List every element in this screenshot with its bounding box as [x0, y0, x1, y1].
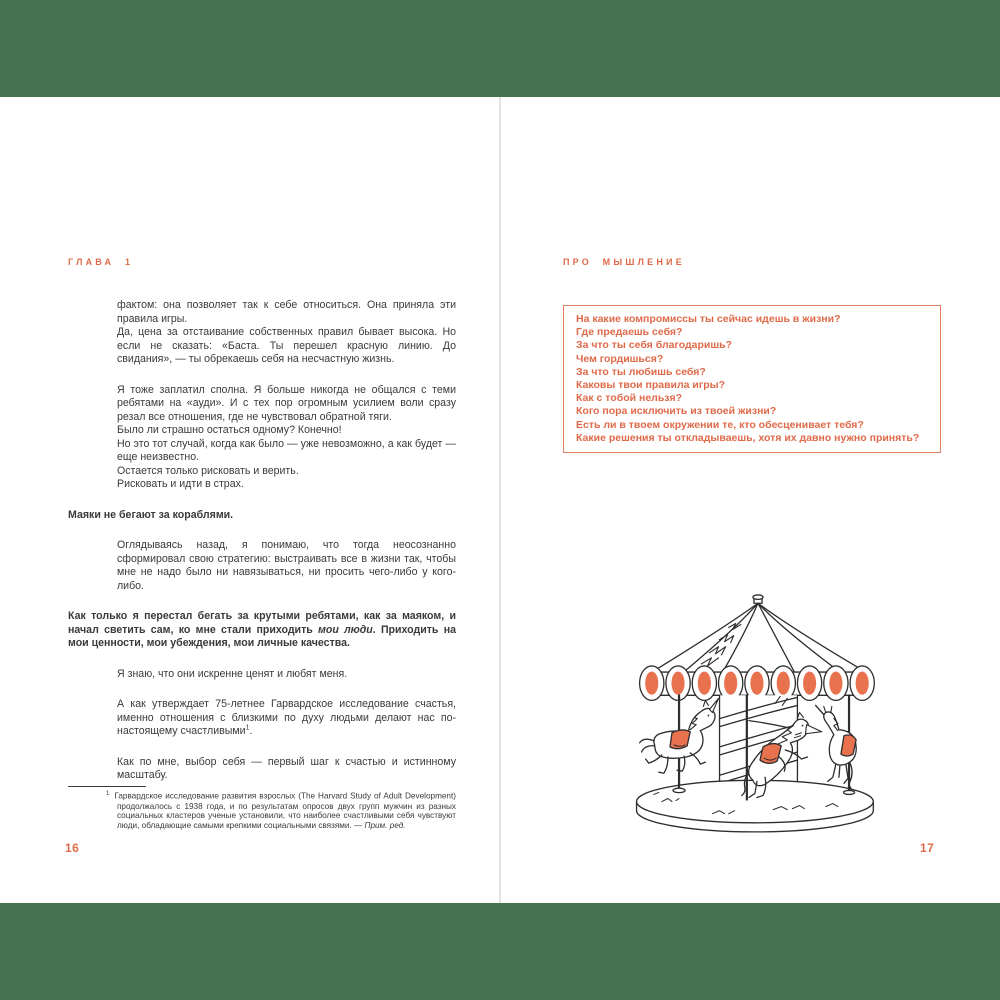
platform — [637, 780, 874, 832]
page-gutter-line — [499, 97, 501, 903]
question-line: Чем гордишься? — [576, 352, 664, 365]
paragraph-group — [68, 299, 456, 367]
paragraph: Да, цена за отстаивание собственных правил бывает высока. Но если не сказать: «Баста. Ты перешел красную линию. До свидания», — ты обрекаешь себя на несчастную жизнь. — [117, 326, 456, 365]
paragraph-group — [68, 698, 456, 739]
footnote-marker: 1 — [106, 791, 110, 797]
tent-roof — [649, 603, 870, 674]
bold-text: Как только я перестал бегать за крутыми ребятами, как за маяком, и начал светить сам, ко мне стали приходить — [68, 610, 456, 636]
carousel-illustration — [623, 583, 897, 841]
chapter-header-right: ПРО МЫШЛЕНИЕ — [563, 257, 685, 267]
section-heading: Маяки не бегают за кораблями. — [68, 508, 234, 521]
paragraph: фактом: она позволяет так к себе относиться. Она приняла эти правила игры. — [117, 299, 456, 325]
footnote-reference: 1 — [245, 724, 250, 732]
question-line: Каковы твои правила игры? — [576, 379, 726, 392]
paragraph: Я знаю, что они искренне ценят и любят меня. — [117, 667, 348, 680]
paragraph-group — [68, 384, 456, 492]
left-page-body — [68, 299, 456, 800]
paragraph-text: А как утверждает 75-летнее Гарвардское исследование счастья, именно отношения с близкими по духу людьми делают нас по-настоящему счастливыми — [117, 698, 456, 737]
page-number-left: 16 — [65, 841, 80, 855]
question-line: На какие компромиссы ты сейчас идешь в жизни? — [576, 313, 841, 325]
paragraph-group — [68, 756, 456, 783]
footnote-text: Гарвардское исследование развития взрослых (The Harvard Study of Adult Development) продолжалось с 1938 года, и по результатам опросов двух групп мужчин из разных социальных кластеров ученые установили, что наиболее счастливыми себя чувствуют люди, обладающие самыми крепкими социальными связями. — — [114, 791, 456, 831]
bold-italic-text: мои люди — [318, 623, 373, 636]
footnote-rule — [68, 786, 146, 787]
paragraph-group — [68, 668, 456, 682]
roof-finial — [753, 595, 763, 603]
paragraph-group — [68, 539, 456, 593]
paragraph: Рисковать и идти в страх. — [117, 478, 244, 490]
questions-box — [563, 305, 941, 453]
paragraph: Но это тот случай, когда как было — уже невозможно, а как будет — еще неизвестно. — [117, 437, 456, 463]
paragraph: Было ли страшно остаться одному? Конечно! — [117, 424, 342, 436]
paragraph: Я тоже заплатил сполна. Я больше никогда не общался с теми ребятами на «ауди». И с тех пор огромным усилием воли сразу резал все отношения, где не чувствовал обратной тяги. — [117, 383, 456, 423]
footnote — [68, 786, 456, 831]
question-line: Кого пора исключить из твоей жизни? — [576, 405, 777, 418]
paragraph: Остается только рисковать и верить. — [117, 464, 299, 477]
paragraph: Как по мне, выбор себя — первый шаг к счастью и истинному масштабу. — [117, 755, 456, 781]
footnote-italic: Прим. ред. — [364, 821, 406, 831]
question-line: Какие решения ты откладываешь, хотя их давно нужно принять? — [576, 431, 920, 444]
paragraph-text: . — [249, 725, 253, 737]
question-line: Как с тобой нельзя? — [576, 392, 683, 405]
question-line: Есть ли в твоем окружении те, кто обесценивает тебя? — [576, 418, 864, 431]
footnote-body — [68, 790, 456, 831]
unicorn-right — [816, 705, 857, 788]
medallion-band — [640, 666, 875, 700]
paragraph-with-footnote-ref — [117, 698, 456, 739]
question-line: За что ты себя благодаришь? — [576, 339, 732, 352]
page-number-right: 17 — [920, 841, 935, 855]
chapter-header-left: ГЛАВА 1 — [68, 257, 134, 267]
paragraph: Оглядываясь назад, я понимаю, что тогда неосознанно сформировал свою стратегию: выстраивать все в жизни так, чтобы мне не надо было ни навязываться, ни просить чего-либо у кого-либо. — [117, 539, 456, 592]
book-spread — [0, 97, 1000, 903]
question-line: Где предаешь себя? — [576, 326, 683, 339]
bold-paragraph — [68, 610, 456, 651]
bold-text: . Приходить на мои ценности, мои убеждения, мои личные качества. — [68, 623, 456, 649]
question-line: За что ты любишь себя? — [576, 365, 706, 378]
